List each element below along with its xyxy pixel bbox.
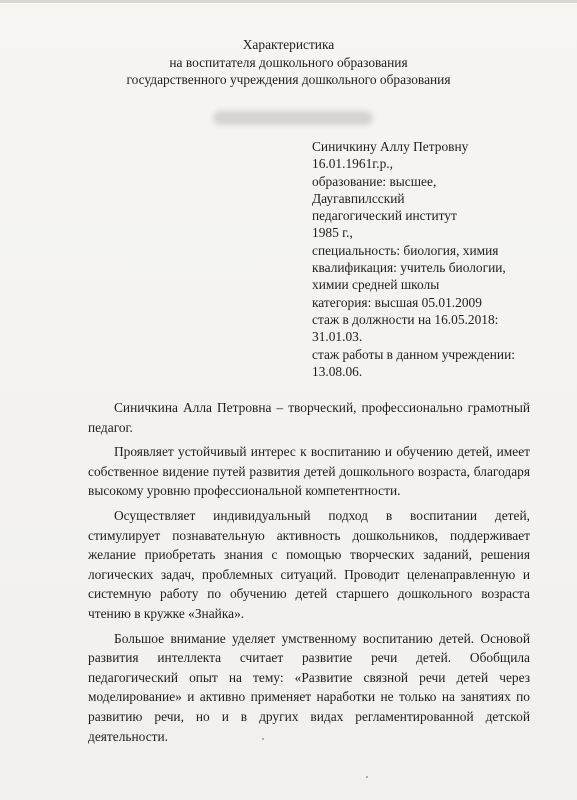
characteristic-text [88, 398, 530, 751]
info-line: категория: высшая 05.01.2009 [312, 294, 482, 310]
info-line: 16.01.1961г.р., [312, 156, 393, 172]
info-line: химии средней школы [312, 277, 440, 293]
info-line: педагогический институт [312, 208, 457, 224]
paragraph: Синичкина Алла Петровна – творческий, профессионально грамотный педагог. [88, 400, 530, 435]
paragraph: Проявляет устойчивый интерес к воспитанию и обучению детей, имеет собственное видение путей развития детей дошкольного возраста, благодаря высокому уровню профессиональной компетентности. [88, 444, 530, 499]
info-line: Синичкину Аллу Петровну [312, 139, 469, 154]
info-line: образование: высшее, [312, 173, 437, 189]
paragraph: Осуществляет индивидуальный подход в воспитании детей, стимулирует познавательную активность дошкольников, поддерживает желание приобретать знания с помощью творческих заданий, решения логических задач, проблемных ситуаций. Проводит целенаправленную и системную работу по обучению детей старшего дошкольного возраста чтению в кружке «Знайка». [88, 507, 530, 621]
info-line: 31.01.03. [312, 329, 363, 345]
title-line-2: на воспитателя дошкольного образования [169, 54, 408, 70]
scan-speck [366, 776, 368, 778]
personal-info-block [312, 138, 562, 380]
info-line: стаж работы в данном учреждении: [312, 346, 515, 362]
info-line: стаж в должности на 16.05.2018: [312, 311, 499, 327]
title-line-1: Характеристика [242, 37, 335, 52]
info-line: квалификация: учитель биологии, [312, 260, 506, 276]
info-line: 13.08.06. [312, 363, 363, 379]
redacted-institution-name [213, 111, 373, 125]
info-line: специальность: биология, химия [312, 242, 499, 258]
document-title [0, 36, 577, 89]
paragraph: Большое внимание уделяет умственному воспитанию детей. Основой развития интеллекта считает развитие речи детей. Обобщила педагогический опыт на тему: «Развитие связной речи детей через моделирование» и активно применяет наработки не только на занятиях по развитию речи, но и в других видах регламентированной детской деятельности. [88, 630, 530, 744]
page-edge [0, 0, 577, 3]
scan-speck [262, 738, 264, 740]
info-line: Даугавпилсский [312, 190, 405, 206]
info-line: 1985 г., [312, 225, 353, 241]
title-line-3: государственного учреждения дошкольного образования [126, 72, 451, 87]
